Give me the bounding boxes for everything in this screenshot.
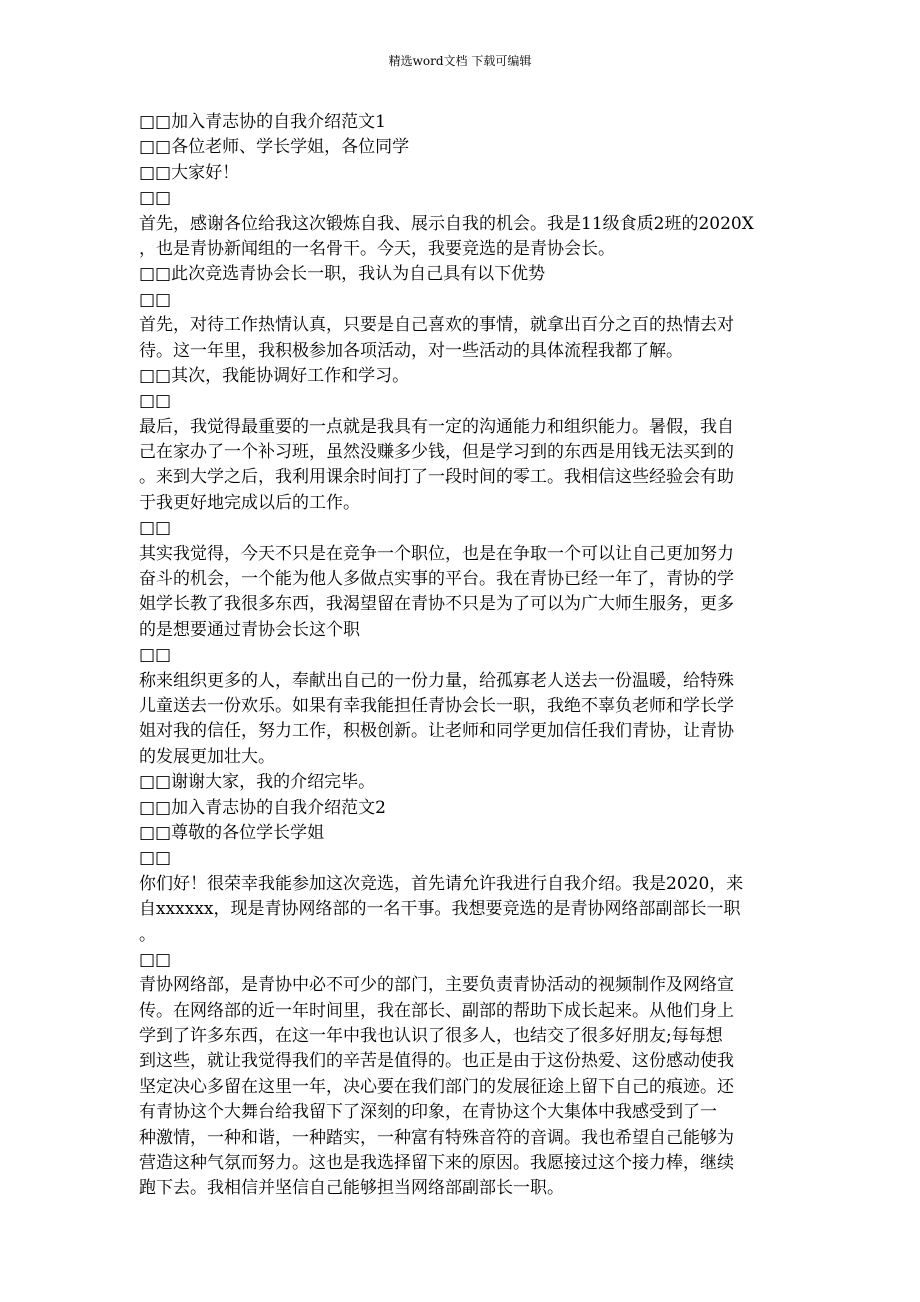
text-line: 。 xyxy=(139,924,156,945)
text-line: □□ xyxy=(139,518,172,539)
text-line: 坚定决心多留在这里一年，决心要在我们部门的发展征途上留下自己的痕迹。还 xyxy=(139,1076,734,1097)
text-line: □□各位老师、学长学姐，各位同学 xyxy=(139,137,410,158)
text-line: 儿童送去一份欢乐。如果有幸我能担任青协会长一职，我绝不辜负老师和学长学 xyxy=(139,695,734,716)
text-line: □□ xyxy=(139,391,172,412)
text-line: □□谢谢大家，我的介绍完毕。 xyxy=(139,772,376,793)
text-line: 称来组织更多的人，奉献出自己的一份力量，给孤寡老人送去一份温暖，给特殊 xyxy=(139,670,734,691)
text-line: 自xxxxxx，现是青协网络部的一名干事。我想要竞选的是青协网络部副部长一职 xyxy=(139,899,741,920)
text-line: 学到了许多东西，在这一年中我也认识了很多人，也结交了很多好朋友;每每想 xyxy=(139,1026,723,1047)
text-line: □□ xyxy=(139,289,172,310)
text-line: 营造这种气氛而努力。这也是我选择留下来的原因。我愿接过这个接力棒，继续 xyxy=(139,1153,734,1174)
text-line: 青协网络部，是青协中必不可少的部门，主要负责青协活动的视频制作及网络宣 xyxy=(139,975,734,996)
text-line: □□加入青志协的自我介绍范文1 xyxy=(139,112,386,132)
text-line: □□ xyxy=(139,188,172,209)
text-line: □□此次竞选青协会长一职，我认为自己具有以下优势 xyxy=(139,264,546,285)
text-line: □□ xyxy=(139,645,172,666)
document-header: 精选word文档 下载可编辑 xyxy=(388,54,532,68)
text-line: 奋斗的机会，一个能为他人多做点实事的平台。我在青协已经一年了，青协的学 xyxy=(139,569,734,590)
text-line: 姐对我的信任，努力工作，积极创新。让老师和同学更加信任我们青协，让青协 xyxy=(139,721,734,742)
text-line: 你们好！很荣幸我能参加这次竞选，首先请允许我进行自我介绍。我是2020，来 xyxy=(139,873,744,894)
text-line: 的发展更加壮大。 xyxy=(139,746,275,767)
text-line: 的是想要通过青协会长这个职 xyxy=(139,619,360,640)
text-line: 。来到大学之后，我利用课余时间打了一段时间的零工。我相信这些经验会有助 xyxy=(139,467,734,488)
text-line: □□ xyxy=(139,848,172,869)
text-line: 其实我觉得，今天不只是在竞争一个职位，也是在争取一个可以让自己更加努力 xyxy=(139,543,734,564)
text-line: □□尊敬的各位学长学姐 xyxy=(139,822,325,843)
document-body xyxy=(139,110,779,1202)
text-line: 姐学长教了我很多东西，我渴望留在青协不只是为了可以为广大师生服务，更多 xyxy=(139,594,734,615)
text-line: □□ xyxy=(139,949,172,970)
text-line: 有青协这个大舞台给我留下了深刻的印象，在青协这个大集体中我感受到了一 xyxy=(139,1102,717,1123)
text-line: 传。在网络部的近一年时间里，我在部长、副部的帮助下成长起来。从他们身上 xyxy=(139,1000,734,1021)
text-line: 种激情，一种和谐，一种踏实，一种富有特殊音符的音调。我也希望自己能够为 xyxy=(139,1127,734,1148)
text-line: □□加入青志协的自我介绍范文2 xyxy=(139,797,386,818)
text-line: 于我更好地完成以后的工作。 xyxy=(139,492,360,513)
text-line: □□其次，我能协调好工作和学习。 xyxy=(139,365,410,386)
text-line: ，也是青协新闻组的一名骨干。今天，我要竞选的是青协会长。 xyxy=(139,238,615,259)
text-line: 最后，我觉得最重要的一点就是我具有一定的沟通能力和组织能力。暑假，我自 xyxy=(139,416,734,437)
text-line: 到这些，就让我觉得我们的辛苦是值得的。也正是由于这份热爱、这份感动使我 xyxy=(139,1051,734,1072)
text-line: 跑下去。我相信并坚信自己能够担当网络部副部长一职。 xyxy=(139,1178,564,1199)
text-line: 首先，感谢各位给我这次锻炼自我、展示自我的机会。我是11级食质2班的2020X xyxy=(139,213,754,234)
text-line: □□大家好！ xyxy=(139,162,240,183)
text-line: 待。这一年里，我积极参加各项活动，对一些活动的具体流程我都了解。 xyxy=(139,340,683,361)
text-line: 己在家办了一个补习班，虽然没赚多少钱，但是学习到的东西是用钱无法买到的 xyxy=(139,442,734,463)
text-line: 首先，对待工作热情认真，只要是自己喜欢的事情，就拿出百分之百的热情去对 xyxy=(139,315,734,336)
